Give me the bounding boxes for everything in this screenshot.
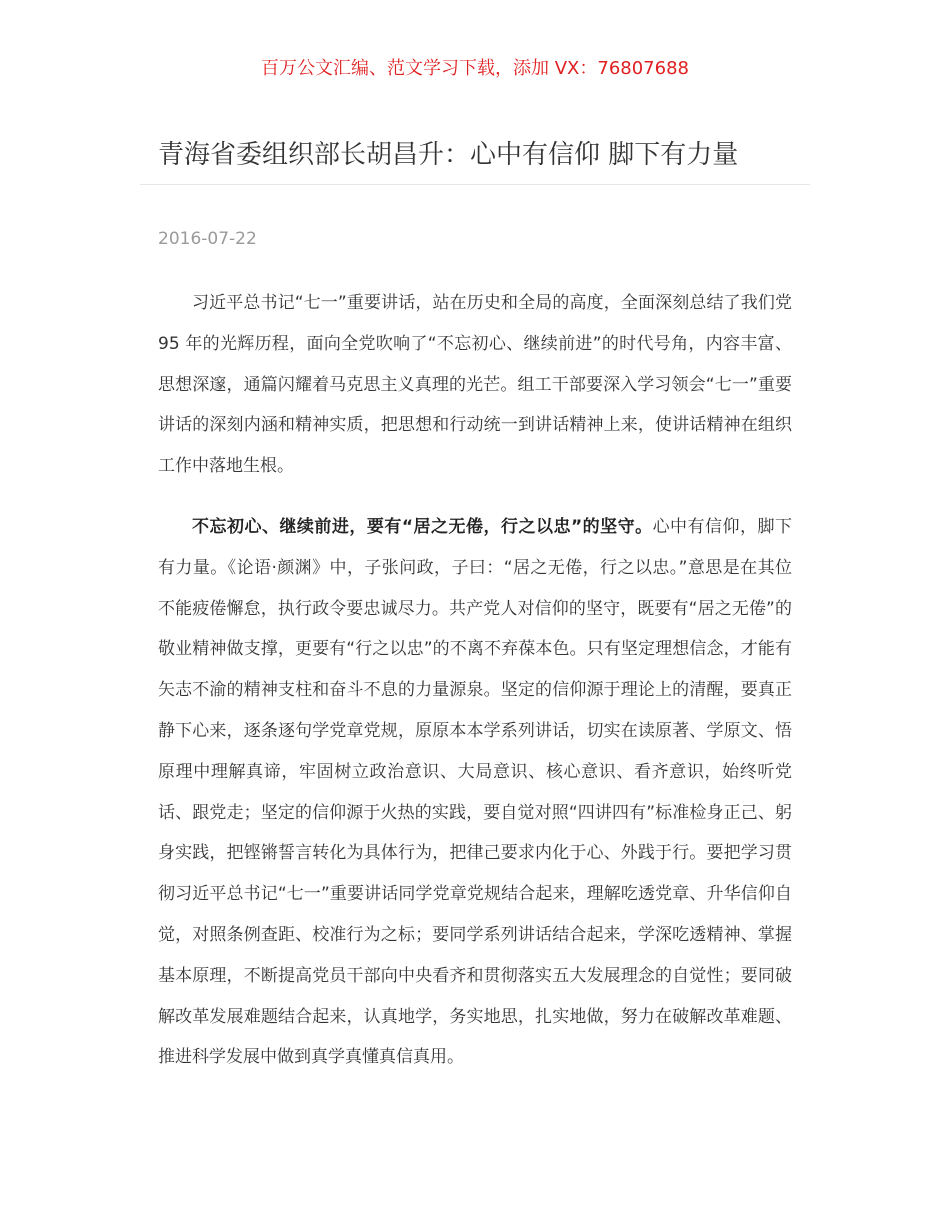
article-body bbox=[158, 283, 792, 1098]
paragraph-text: 心中有信仰，脚下有力量。《论语·颜渊》中，子张问政，子曰：“居之无倦，行之以忠。”意思是在其位不能疲倦懈怠，执行政令要忠诚尽力。共产党人对信仰的坚守，既要有“居之无倦”的敬业精神做支撑，更要有“行之以忠”的不离不弃葆本色。只有坚定理想信念，才能有矢志不渝的精神支柱和奋斗不息的力量源泉。坚定的信仰源于理论上的清醒，要真正静下心来，逐条逐句学党章党规，原原本本学系列讲话，切实在读原著、学原文、悟原理中理解真谛，牢固树立政治意识、大局意识、核心意识、看齐意识，始终听党话、跟党走；坚定的信仰源于火热的实践，要自觉对照“四讲四有”标准检身正己、躬身实践，把铿锵誓言转化为具体行为，把律己要求内化于心、外践于行。要把学习贯彻习近平总书记“七一”重要讲话同学党章党规结合起来，理解吃透党章、升华信仰自觉，对照条例查距、校准行为之标；要同学系列讲话结合起来，学深吃透精神、掌握基本原理，不断提高党员干部向中央看齐和贯彻落实五大发展理念的自觉性；要同破解改革发展难题结合起来，认真地学，务实地思，扎实地做，努力在破解改革难题、推进科学发展中做到真学真懂真信真用。 bbox=[158, 516, 792, 1068]
title-divider bbox=[140, 184, 810, 185]
article-paragraph-1 bbox=[158, 283, 792, 487]
promo-banner: 百万公文汇编、范文学习下载，添加 VX：76807688 bbox=[261, 58, 689, 79]
article-paragraph-2 bbox=[158, 507, 792, 1078]
paragraph-text: 习近平总书记“七一”重要讲话，站在历史和全局的高度，全面深刻总结了我们党 95 年的光辉历程，面向全党吹响了“不忘初心、继续前进”的时代号角，内容丰富、思想深邃，通篇闪耀着马克思主义真理的光芒。组工干部要深入学习领会“七一”重要讲话的深刻内涵和精神实质，把思想和行动统一到讲话精神上来，使讲话精神在组织工作中落地生根。 bbox=[158, 293, 792, 477]
publish-date: 2016-07-22 bbox=[158, 229, 257, 249]
article-title: 青海省委组织部长胡昌升：心中有信仰 脚下有力量 bbox=[158, 140, 739, 170]
paragraph-lead: 不忘初心、继续前进，要有“居之无倦，行之以忠”的坚守。 bbox=[192, 516, 653, 537]
